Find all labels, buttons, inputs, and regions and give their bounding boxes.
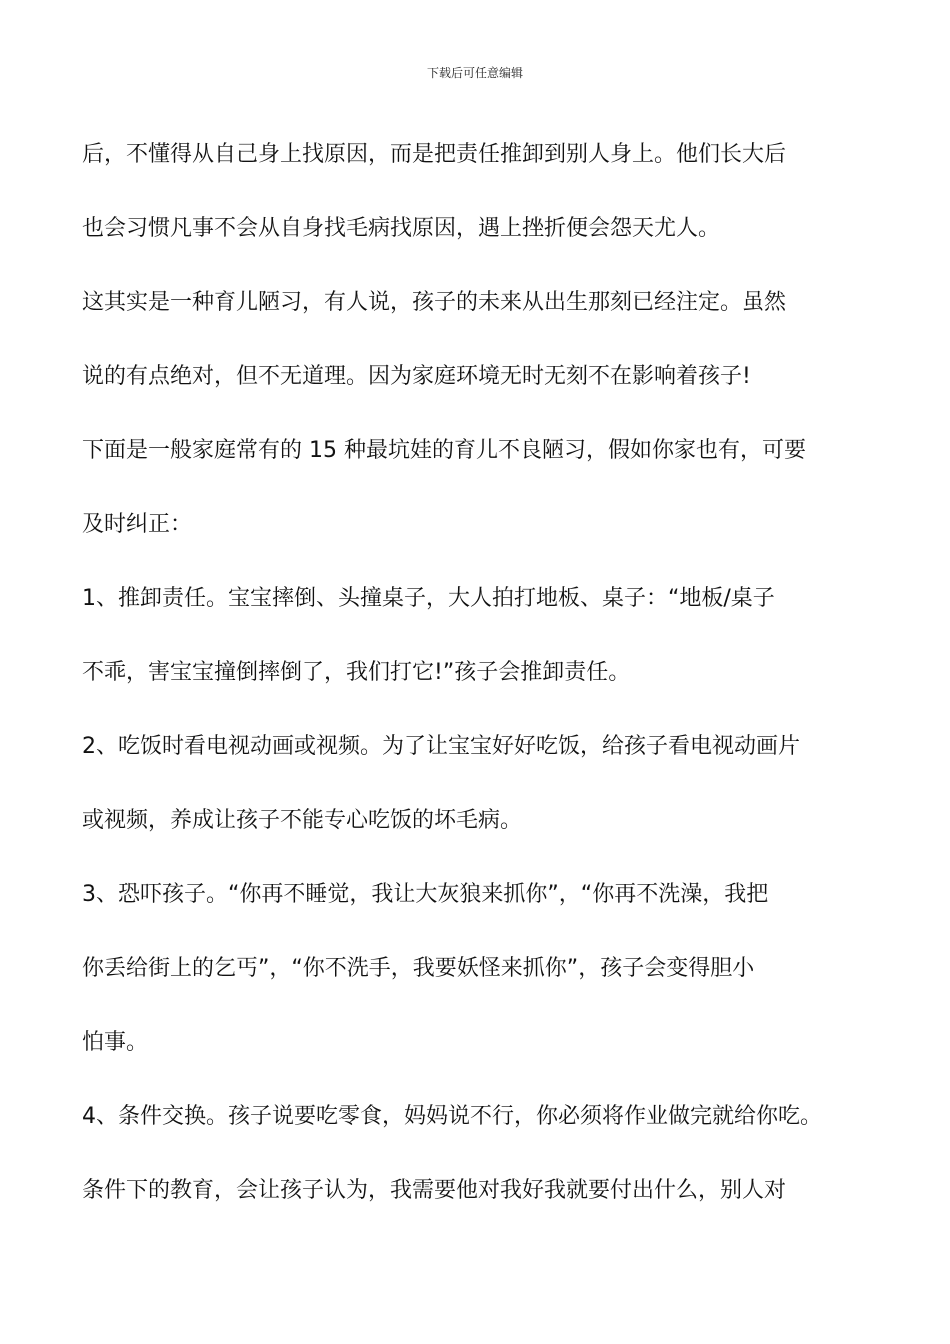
text-line: 或视频，养成让孩子不能专心吃饭的坏毛病。 <box>82 808 523 833</box>
text-line: 3、恐吓孩子。“你再不睡觉，我让大灰狼来抓你”，“你再不洗澡，我把 <box>82 882 769 907</box>
text-line: 及时纠正： <box>82 512 193 537</box>
text-line: 说的有点绝对，但不无道理。因为家庭环境无时无刻不在影响着孩子! <box>82 364 751 389</box>
text-line: 条件下的教育，会让孩子认为，我需要他对我好我就要付出什么，别人对 <box>82 1178 787 1203</box>
text-line: 你丢给街上的乞丐”，“你不洗手，我要妖怪来抓你”，孩子会变得胆小 <box>82 956 755 981</box>
text-line: 也会习惯凡事不会从自身找毛病找原因，遇上挫折便会怨天尤人。 <box>82 216 721 241</box>
text-line: 怕事。 <box>82 1030 149 1055</box>
document-body <box>82 118 882 1228</box>
text-line: 下面是一般家庭常有的 15 种最坑娃的育儿不良陋习，假如你家也有，可要 <box>82 438 806 463</box>
text-line: 这其实是一种育儿陋习，有人说，孩子的未来从出生那刻已经注定。虽然 <box>82 290 787 315</box>
text-line: 后，不懂得从自己身上找原因，而是把责任推卸到别人身上。他们长大后 <box>82 142 787 167</box>
text-line: 2、吃饭时看电视动画或视频。为了让宝宝好好吃饭，给孩子看电视动画片 <box>82 734 800 759</box>
text-line: 4、条件交换。孩子说要吃零食，妈妈说不行，你必须将作业做完就给你吃。 <box>82 1104 822 1129</box>
text-line: 不乖，害宝宝撞倒摔倒了，我们打它!”孩子会推卸责任。 <box>82 660 631 685</box>
page-header-note: 下载后可任意编辑 <box>426 66 523 80</box>
text-line: 1、推卸责任。宝宝摔倒、头撞桌子，大人拍打地板、桌子：“地板/桌子 <box>82 586 775 611</box>
